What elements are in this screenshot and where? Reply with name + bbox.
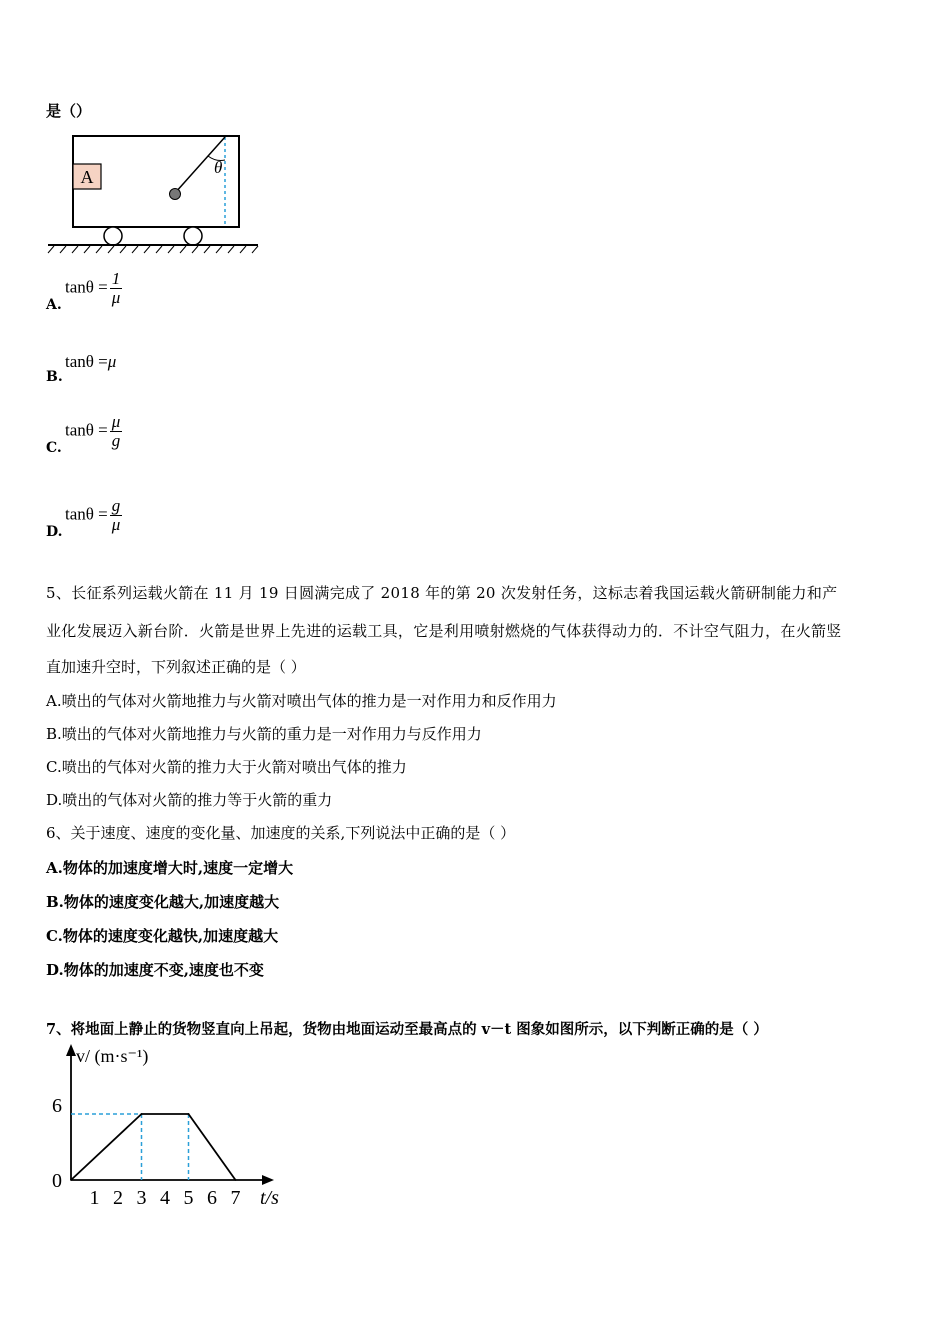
x-tick-label-4: 4 — [160, 1187, 170, 1209]
q5-option-a[interactable]: A.喷出的气体对火箭地推力与火箭对喷出气体的推力是一对作用力和反作用力 — [46, 692, 557, 710]
y-axis-arrow — [66, 1044, 76, 1056]
ground-hatching — [48, 246, 258, 253]
q4-option-a-formula: tanθ = $\frac{1}{\mu}$ — [65, 269, 121, 307]
q5-option-b[interactable]: B.喷出的气体对火箭地推力与火箭的重力是一对作用力与反作用力 — [46, 725, 482, 743]
q4-option-a-letter[interactable]: A. — [46, 297, 62, 313]
q5-stem-line-1: 5、长征系列运载火箭在 11 月 19 日圆满完成了 2018 年的第 20 次发射任务，这标志着我国运载火箭研制能力和产 — [46, 584, 838, 602]
q4-option-d-formula: tanθ = $\frac{g}{\mu}$ — [65, 496, 121, 534]
series-line — [71, 1114, 236, 1180]
data-point-1 — [141, 1113, 143, 1115]
block-a-label: A — [80, 167, 94, 187]
wheel-right — [184, 227, 202, 245]
y-tick-label-6: 6 — [52, 1095, 62, 1117]
q6-option-c[interactable]: C.物体的速度变化越快,加速度越大 — [46, 927, 279, 945]
x-tick-label-6: 6 — [207, 1187, 217, 1209]
cart-pendulum-figure — [44, 128, 264, 256]
vt-graph — [40, 1040, 300, 1215]
x-axis-label: t/s — [260, 1187, 279, 1209]
x-tick-label-7: 7 — [230, 1187, 241, 1209]
x-tick-label-3: 3 — [136, 1187, 147, 1209]
wheel-left — [104, 227, 122, 245]
q4-stem-tail: 是（） — [46, 102, 92, 120]
q6-stem: 6、关于速度、速度的变化量、加速度的关系,下列说法中正确的是（ ） — [46, 824, 516, 842]
pendulum-bob — [170, 189, 181, 200]
q4-option-c-letter[interactable]: C. — [46, 440, 62, 456]
q6-option-a[interactable]: A.物体的加速度增大时,速度一定增大 — [46, 859, 294, 877]
q4-option-c-formula: tanθ = $\frac{\mu}{g}$ — [65, 412, 121, 450]
q5-stem-line-2: 业化发展迈入新台阶．火箭是世界上先进的运载工具，它是利用喷射燃烧的气体获得动力的．不计空气阻力，在火箭竖 — [46, 622, 842, 640]
data-point-3 — [235, 1179, 237, 1181]
x-axis-arrow — [262, 1175, 274, 1185]
q5-stem-line-3: 直加速升空时，下列叙述正确的是（ ） — [46, 658, 306, 676]
q4-option-b-letter[interactable]: B. — [46, 369, 63, 385]
q5-option-c[interactable]: C.喷出的气体对火箭的推力大于火箭对喷出气体的推力 — [46, 758, 407, 776]
q4-option-b-formula: tanθ =μ — [65, 352, 117, 371]
q7-stem: 7、将地面上静止的货物竖直向上吊起，货物由地面运动至最高点的 v－t 图象如图所示，以下判断正确的是（ ） — [46, 1021, 768, 1038]
q4-option-d-letter[interactable]: D. — [46, 524, 63, 540]
q6-option-b[interactable]: B.物体的速度变化越大,加速度越大 — [46, 893, 280, 911]
x-tick-label-1: 1 — [89, 1187, 100, 1209]
q6-option-d[interactable]: D.物体的加速度不变,速度也不变 — [46, 961, 264, 979]
x-tick-label-2: 2 — [113, 1187, 123, 1209]
x-tick-labels — [90, 1187, 241, 1209]
angle-theta-label: θ — [214, 158, 223, 177]
origin-label: 0 — [52, 1170, 62, 1192]
x-tick-label-5: 5 — [183, 1187, 194, 1209]
data-point-2 — [188, 1113, 190, 1115]
y-axis-label: v/ (m·s⁻¹) — [76, 1046, 149, 1066]
data-point-0 — [70, 1179, 72, 1181]
q5-option-d[interactable]: D.喷出的气体对火箭的推力等于火箭的重力 — [46, 791, 333, 809]
